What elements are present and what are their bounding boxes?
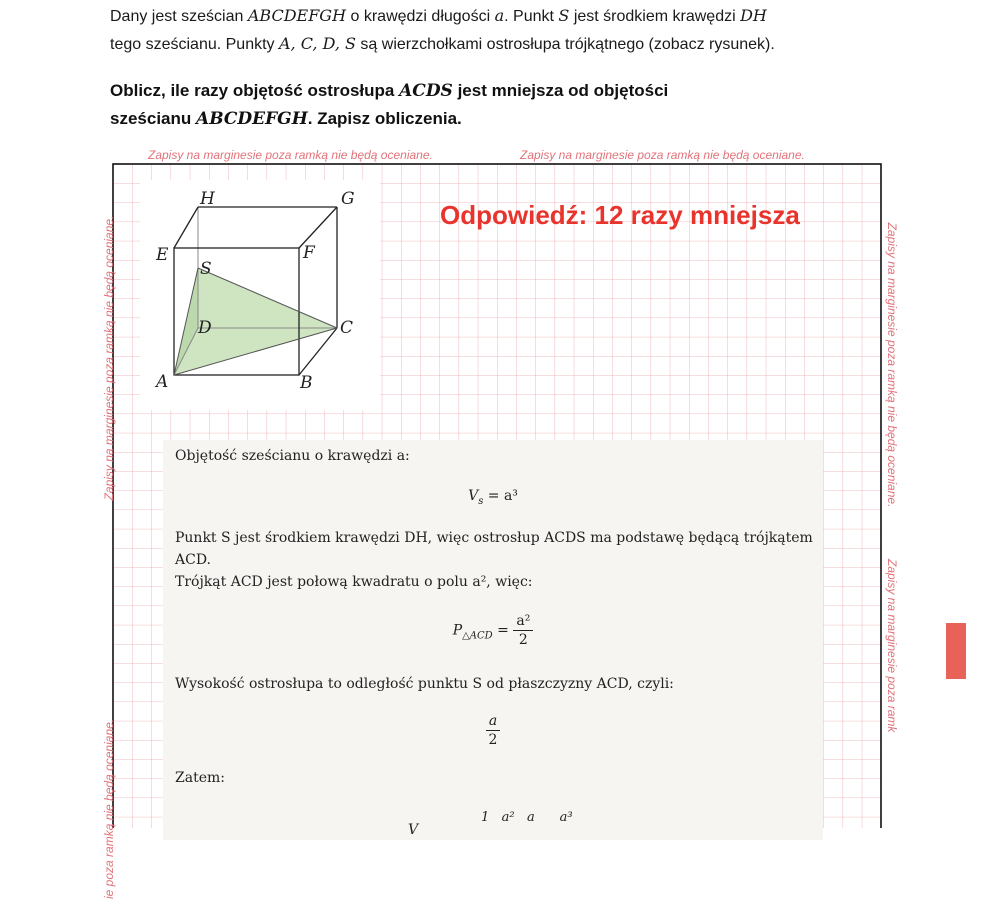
point-s: S (558, 6, 570, 25)
task-text: jest mniejsza od objętości (457, 81, 669, 100)
formula-cube-volume (163, 488, 823, 507)
task-text: Oblicz, ile razy objętość ostrosłupa (110, 81, 395, 100)
margin-note-left-cut: ie poza ramką nie będą oceniane. (102, 718, 116, 899)
intro-text: tego sześcianu. Punkty (110, 36, 275, 53)
intro-text: jest środkiem krawędzi (573, 8, 736, 25)
formula-eq: = (497, 622, 509, 639)
fraction: $\frac{a}{2}$ (486, 712, 500, 749)
margin-note-right: Zapisy na marginesie poza ramką nie będą oceniane. (885, 222, 899, 508)
solution-line-4: Trójkąt ACD jest połową kwadratu o polu a², więc: (175, 574, 533, 590)
solution-line-2: Punkt S jest środkiem krawędzi DH, więc ostrosłup ACDS ma podstawę będącą trójkątem (175, 530, 813, 546)
solution-line-3: ACD. (175, 552, 211, 568)
cube-figure (140, 180, 380, 410)
formula-lhs: P (452, 622, 463, 639)
cube-name: ABCDEFGH (247, 6, 347, 25)
answer-text: Odpowiedź: 12 razy mniejsza (440, 200, 800, 230)
label-g: G (341, 189, 355, 209)
label-e: E (156, 245, 169, 265)
task-text: . Zapisz obliczenia. (307, 109, 462, 128)
edge-dh: DH (740, 6, 767, 25)
label-a: A (156, 372, 169, 392)
fraction: $\frac{\text{a²}}{2}$ (513, 612, 533, 649)
margin-note-right-cut: Zapisy na marginesie poza ramk (885, 559, 899, 733)
label-s: S (200, 259, 212, 279)
pyramid-points: A, C, D, S (279, 34, 356, 53)
task-text: sześcianu (110, 109, 192, 128)
solution-line-6: Zatem: (175, 770, 225, 786)
intro-text: są wierzchołkami ostrosłupa trójkątnego (zobacz rysunek). (360, 36, 775, 53)
label-f: F (303, 243, 315, 263)
solution-card (163, 440, 823, 840)
cube-name: ABCDEFGH (196, 109, 308, 129)
formula-partial-lhs: V (408, 822, 419, 838)
intro-text: Dany jest sześcian (110, 8, 244, 25)
edge-variable: a (494, 6, 505, 25)
formula-partial: 1 a² a a³ (481, 810, 573, 825)
formula-lhs: V (468, 488, 479, 504)
intro-text: o krawędzi długości (350, 8, 491, 25)
solution-line-5: Wysokość ostrosłupa to odległość punktu S od płaszczyzny ACD, czyli: (175, 676, 674, 692)
label-d: D (198, 318, 212, 338)
intro-text: . Punkt (504, 8, 554, 25)
solution-line-1: Objętość sześcianu o krawędzi a: (175, 448, 410, 464)
formula-sub: s (478, 495, 484, 507)
formula-rhs: = a³ (487, 488, 518, 504)
margin-note-left: Zapisy na marginesie poza ramką nie będą oceniane. (102, 215, 116, 501)
label-c: C (340, 318, 354, 338)
label-h: H (200, 189, 215, 209)
formula-height (163, 712, 823, 749)
formula-sub: △ACD (462, 630, 493, 642)
page-marker (946, 623, 966, 679)
margin-note-top-right: Zapisy na marginesie poza ramką nie będą oceniane. (520, 148, 805, 162)
pyramid-name: ACDS (399, 81, 453, 101)
margin-note-top-left: Zapisy na marginesie poza ramką nie będą oceniane. (148, 148, 433, 162)
formula-base-area (163, 612, 823, 649)
label-b: B (300, 373, 313, 393)
